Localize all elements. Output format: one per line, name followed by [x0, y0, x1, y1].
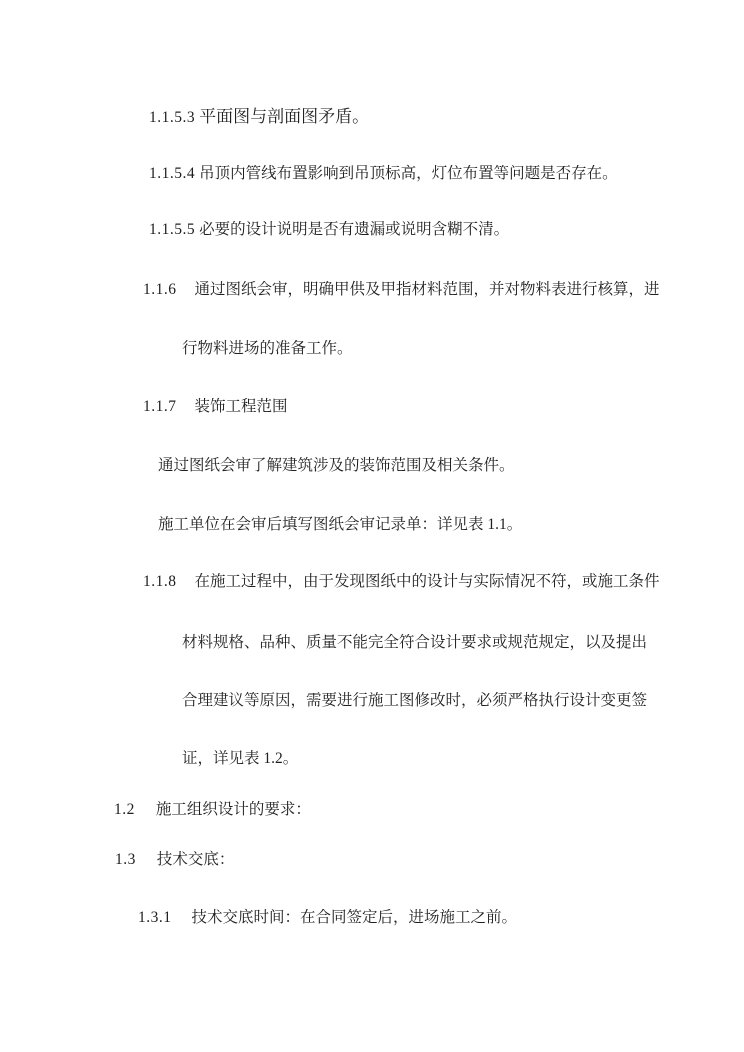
line-1-1-5-4: [149, 165, 618, 183]
clause-text: 证，详见表 1.2。: [182, 750, 299, 767]
line-1-3: [115, 851, 234, 869]
line-1-1-8-continuation-1: [182, 634, 647, 652]
line-1-1-8-continuation-2: [182, 692, 647, 710]
clause-text: 在施工过程中，由于发现图纸中的设计与实际情况不符，或施工条件: [194, 573, 660, 590]
clause-number: 1.1.8: [143, 573, 177, 590]
clause-number: 1.1.7: [143, 398, 177, 415]
clause-number: 1.1.6: [143, 281, 177, 298]
line-1-1-7: [143, 398, 288, 416]
clause-text: 吊顶内管线布置影响到吊顶标高，灯位布置等问题是否存在。: [199, 165, 618, 182]
clause-text: 通过图纸会审，明确甲供及甲指材料范围，并对物料表进行核算，进: [194, 281, 660, 298]
line-1-1-8-continuation-3: [182, 750, 298, 768]
clause-text: 平面图与剖面图矛盾。: [199, 107, 370, 126]
line-1-1-8: [143, 573, 660, 591]
line-paragraph-scope: [158, 457, 515, 475]
clause-text: 技术交底时间：在合同签定后，进场施工之前。: [191, 909, 518, 926]
line-1-1-5-5: [149, 221, 509, 239]
clause-number: 1.3: [115, 851, 136, 868]
line-1-2: [114, 801, 311, 819]
clause-number: 1.1.5.3: [149, 109, 196, 126]
clause-text: 合理建议等原因，需要进行施工图修改时，必须严格执行设计变更签: [182, 692, 648, 709]
clause-text: 技术交底：: [156, 851, 235, 868]
clause-text: 必要的设计说明是否有遗漏或说明含糊不清。: [199, 221, 510, 238]
line-1-3-1: [138, 909, 517, 927]
clause-text: 施工单位在会审后填写图纸会审记录单：详见表 1.1。: [158, 516, 523, 533]
line-1-1-6: [143, 281, 660, 299]
clause-text: 行物料进场的准备工作。: [182, 340, 353, 357]
line-1-1-6-continuation: [182, 340, 353, 358]
line-1-1-5-3: [149, 107, 369, 127]
clause-text: 材料规格、品种、质量不能完全符合设计要求或规范规定，以及提出: [182, 634, 648, 651]
clause-number: 1.1.5.5: [149, 221, 196, 238]
clause-number: 1.1.5.4: [149, 165, 196, 182]
clause-number: 1.3.1: [138, 909, 172, 926]
clause-text: 装饰工程范围: [194, 398, 288, 415]
clause-number: 1.2: [114, 801, 135, 818]
line-paragraph-record: [158, 516, 522, 534]
clause-text: 通过图纸会审了解建筑涉及的装饰范围及相关条件。: [158, 457, 515, 474]
clause-text: 施工组织设计的要求：: [155, 801, 311, 818]
